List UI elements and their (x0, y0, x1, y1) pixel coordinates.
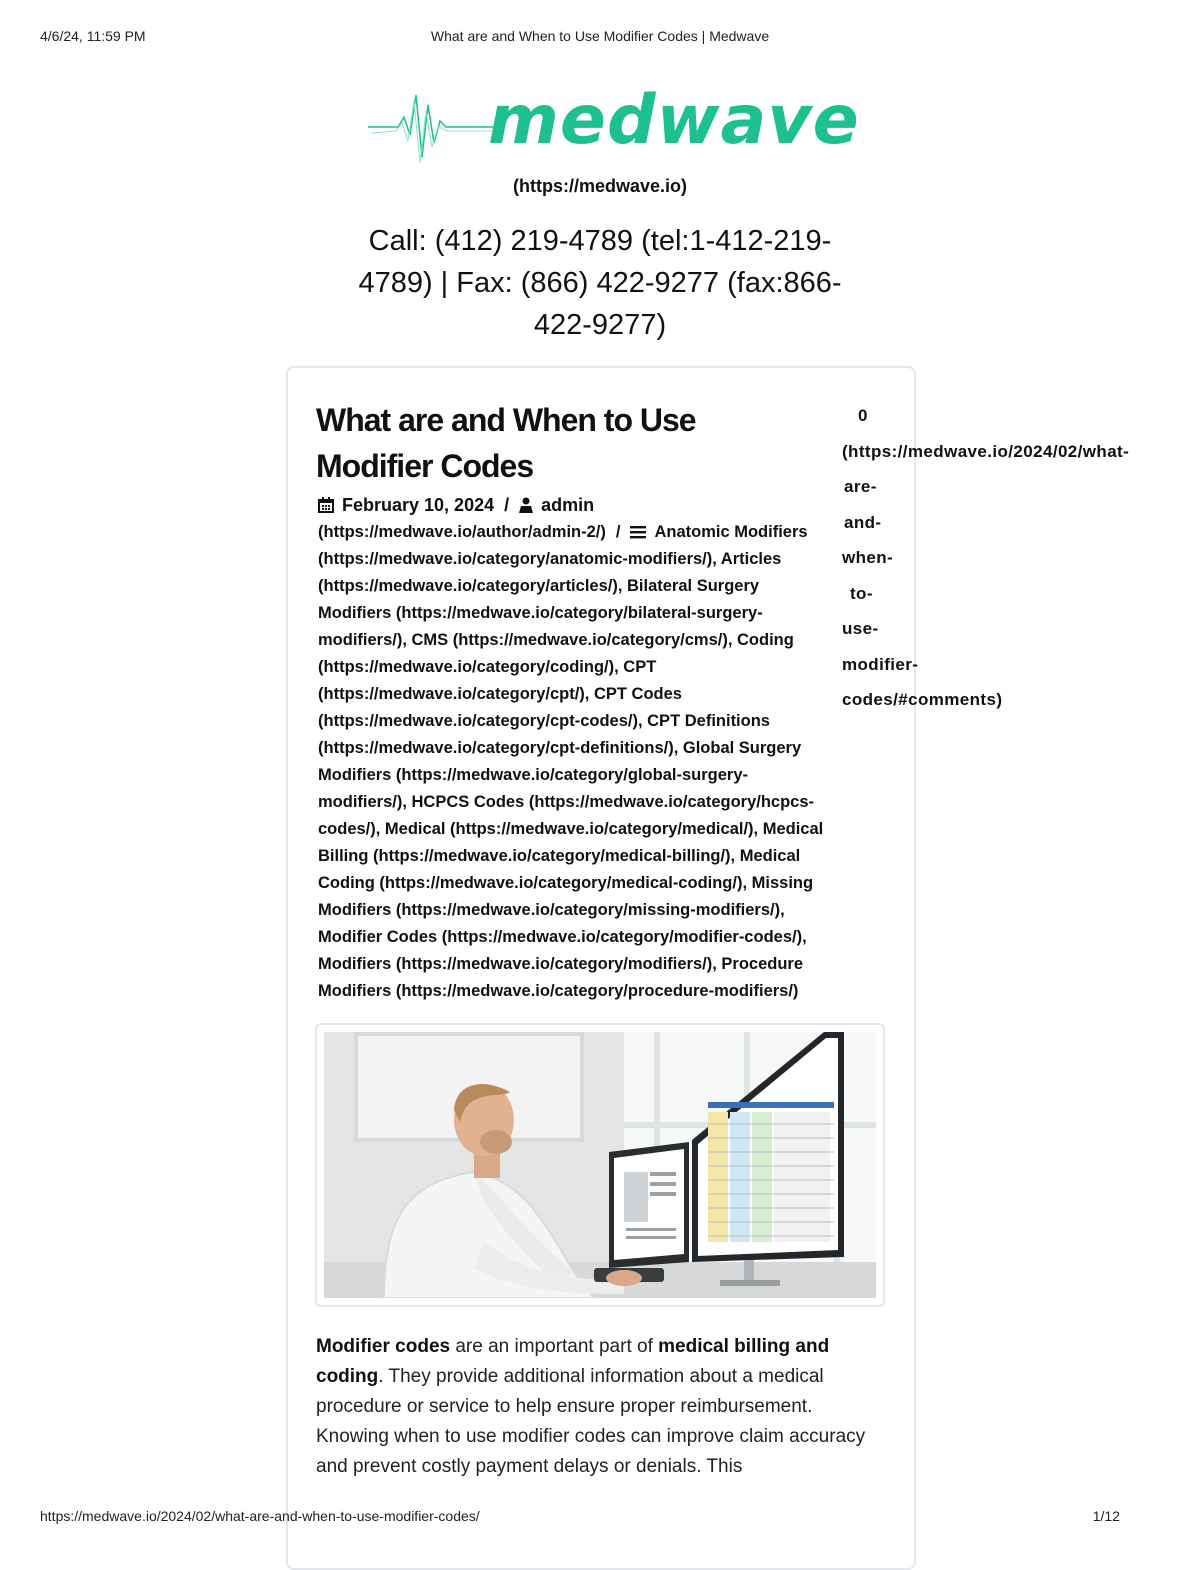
calendar-icon (318, 497, 334, 513)
category-line[interactable]: Modifiers (https://medwave.io/category/global-surgery- (318, 766, 748, 784)
category-line[interactable]: (https://medwave.io/category/cpt/), CPT Codes (318, 685, 682, 703)
comments-url-part: codes/#comments) (842, 690, 1003, 709)
print-timestamp: 4/6/24, 11:59 PM (40, 28, 146, 44)
category-link[interactable]: Anatomic Modifiers (654, 523, 808, 541)
meta-separator: / (615, 523, 621, 541)
featured-image-photo (324, 1032, 876, 1298)
print-page-url: https://medwave.io/2024/02/what-are-and-when-to-use-modifier-codes/ (40, 1508, 480, 1524)
comment-count: 0 (858, 406, 868, 425)
comments-url-part: use- (842, 619, 879, 638)
contact-line[interactable]: 422-9277) (533, 309, 667, 341)
post-meta-date-author (318, 492, 874, 519)
featured-image (315, 1023, 885, 1307)
body-text-run: . They provide additional information about a medical procedure or service to help ensure proper reimbursement. Knowing when to use modifier codes can improve claim accuracy and prevent costly payment delays or denials. This (316, 1366, 866, 1477)
category-line[interactable]: (https://medwave.io/category/coding/), CPT (318, 658, 657, 676)
user-icon (519, 497, 533, 513)
category-line[interactable]: Billing (https://medwave.io/category/medical-billing/), Medical (318, 847, 801, 865)
heartbeat-wave-icon (368, 87, 498, 165)
post-title-line: What are and When to Use (316, 402, 696, 438)
category-line[interactable]: (https://medwave.io/category/articles/), Bilateral Surgery (318, 577, 760, 595)
category-line[interactable]: codes/), Medical (https://medwave.io/category/medical/), Medical (318, 820, 824, 838)
category-line[interactable]: (https://medwave.io/category/anatomic-modifiers/), Articles (318, 550, 782, 568)
category-line[interactable]: (https://medwave.io/category/cpt-codes/), CPT Definitions (318, 712, 770, 730)
comments-link[interactable] (842, 398, 1142, 718)
contact-info (300, 220, 900, 346)
print-page-number: 1/12 (1092, 1508, 1120, 1524)
post-title-line: Modifier Codes (316, 448, 534, 484)
comments-url-part: and- (844, 512, 882, 532)
comments-url-part: (https://medwave.io/2024/02/what- (842, 441, 1130, 461)
contact-line[interactable]: Call: (412) 219-4789 (tel:1-412-219- (368, 225, 832, 257)
author-url[interactable]: (https://medwave.io/author/admin-2/) (318, 523, 606, 541)
comments-url-part: to- (850, 583, 873, 603)
comments-url-part: modifier- (842, 654, 919, 674)
site-logo[interactable] (360, 81, 860, 175)
body-text-run: are an important part of (450, 1336, 659, 1357)
meta-separator: / (504, 495, 510, 515)
logo-wordmark: medwave (488, 81, 860, 160)
print-document-title: What are and When to Use Modifier Codes | Medwave (430, 28, 770, 44)
category-line[interactable]: Modifiers (https://medwave.io/category/modifiers/), Procedure (318, 955, 804, 973)
contact-line[interactable]: 4789) | Fax: (866) 422-9277 (fax:866- (358, 267, 842, 299)
category-line[interactable]: modifiers/), CMS (https://medwave.io/category/cms/), Coding (318, 631, 794, 649)
comments-url-part: are- (844, 477, 877, 496)
category-line[interactable]: Modifiers (https://medwave.io/category/procedure-modifiers/) (318, 982, 799, 1000)
post-date: February 10, 2024 (342, 495, 495, 515)
post-author-link[interactable]: admin (541, 495, 595, 515)
category-line[interactable]: Modifiers (https://medwave.io/category/missing-modifiers/), (318, 901, 785, 919)
category-line[interactable]: Modifiers (https://medwave.io/category/bilateral-surgery- (318, 604, 763, 622)
category-line[interactable]: Coding (https://medwave.io/category/medical-coding/), Missing (318, 874, 814, 892)
comments-url-part: when- (842, 548, 894, 567)
category-line[interactable]: (https://medwave.io/category/cpt-definitions/), Global Surgery (318, 739, 802, 757)
bold-phrase: Modifier codes (316, 1336, 451, 1357)
bold-phrase: medical billing and coding (316, 1336, 830, 1387)
category-line[interactable]: modifiers/), HCPCS Codes (https://medwave.io/category/hcpcs- (318, 793, 815, 811)
post-meta (318, 492, 874, 1005)
post-title (316, 397, 786, 489)
list-icon (630, 525, 646, 539)
post-meta-line (318, 519, 874, 546)
post-body-paragraph (316, 1332, 876, 1482)
logo-link-url[interactable]: (https://medwave.io) (512, 176, 687, 196)
category-line[interactable]: Modifier Codes (https://medwave.io/category/modifier-codes/), (318, 928, 807, 946)
